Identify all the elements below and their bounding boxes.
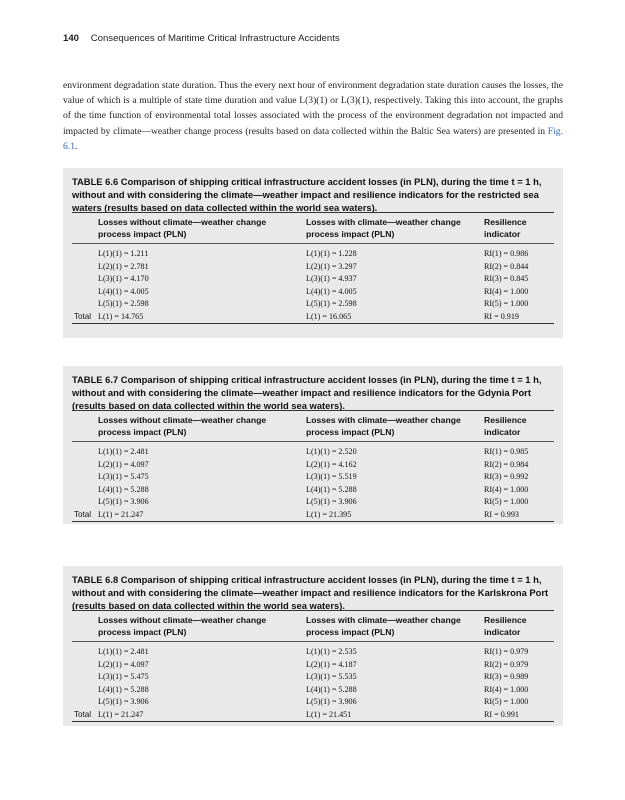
cell-resilience: RI(4) = 1.000 [484, 684, 529, 694]
table-row [72, 659, 554, 672]
header-text: Losses without climate—weather change [98, 415, 267, 425]
header-text: indicator [484, 229, 521, 239]
cell-with: L(5)(1) = 3.906 [306, 697, 357, 706]
cell-resilience: RI(2) = 0.984 [484, 459, 529, 469]
cell-without: L(1)(1) = 1.211 [98, 249, 149, 258]
table-row [72, 459, 554, 472]
table-row-total [72, 509, 554, 523]
cell-without: L(2)(1) = 4.097 [98, 459, 149, 469]
cell-resilience: RI(3) = 0.845 [484, 274, 529, 283]
table-caption [63, 366, 563, 413]
table-row [72, 446, 554, 459]
cell-without: L(1)(1) = 2.481 [98, 647, 149, 656]
header-losses-without [98, 216, 266, 240]
cell-without: L(4)(1) = 5.288 [98, 484, 149, 494]
cell-without: L(1) = 21.247 [98, 509, 144, 519]
row-label: Total [74, 709, 92, 719]
page-number: 140 [63, 33, 80, 44]
header-text: Losses without climate—weather change [98, 217, 267, 227]
cell-without: L(3)(1) = 4.170 [98, 274, 149, 283]
table-body [72, 642, 554, 722]
table-row [72, 684, 554, 697]
table-caption [63, 566, 563, 613]
header-resilience [484, 414, 527, 438]
header-text: indicator [484, 627, 521, 637]
header-losses-with [306, 414, 461, 438]
cell-resilience: RI(4) = 1.000 [484, 286, 529, 296]
table-header [72, 212, 554, 244]
cell-resilience: RI(3) = 0.989 [484, 672, 529, 681]
cell-with: L(2)(1) = 4.187 [306, 659, 357, 669]
cell-with: L(1)(1) = 1.228 [306, 249, 357, 258]
table-grid [72, 610, 554, 722]
cell-resilience: RI(1) = 0.985 [484, 447, 529, 456]
cell-resilience: RI = 0.919 [484, 311, 519, 321]
header-text: Losses with climate—weather change [306, 217, 461, 227]
header-losses-without [98, 614, 266, 638]
cell-resilience: RI(5) = 1.000 [484, 299, 529, 308]
table-grid [72, 212, 554, 324]
cell-with: L(4)(1) = 5.288 [306, 684, 357, 694]
cell-without: L(5)(1) = 3.906 [98, 497, 149, 506]
header-text: process impact (PLN) [306, 427, 395, 437]
table-header [72, 410, 554, 442]
table-label: TABLE 6.8 [72, 574, 119, 585]
table-caption-text: Comparison of shipping critical infrastructure accident losses (in PLN), during the time t = 1 h, without and with considering the climate—weather impact and resilience indicators for the Karlskrona Port (results based on data collected within the world sea waters). [72, 574, 549, 612]
header-resilience [484, 216, 527, 240]
cell-with: L(5)(1) = 3.906 [306, 497, 357, 506]
cell-resilience: RI(1) = 0.986 [484, 249, 529, 258]
header-text: Losses with climate—weather change [306, 415, 461, 425]
table-row [72, 696, 554, 709]
table-label: TABLE 6.6 [72, 176, 119, 187]
table-label: TABLE 6.7 [72, 374, 119, 385]
cell-resilience: RI = 0.991 [484, 709, 519, 719]
table-row [72, 496, 554, 509]
header-text: process impact (PLN) [306, 627, 395, 637]
header-losses-with [306, 216, 461, 240]
cell-resilience: RI(1) = 0.979 [484, 647, 529, 656]
table-row [72, 286, 554, 299]
header-text: indicator [484, 427, 521, 437]
cell-with: L(3)(1) = 4.937 [306, 274, 357, 283]
cell-with: L(2)(1) = 3.297 [306, 261, 357, 271]
cell-without: L(5)(1) = 2.598 [98, 299, 149, 308]
table-body [72, 244, 554, 324]
cell-without: L(4)(1) = 5.288 [98, 684, 149, 694]
running-head [63, 33, 340, 44]
cell-with: L(1) = 21.451 [306, 709, 352, 719]
cell-with: L(1)(1) = 2.535 [306, 647, 357, 656]
table-row [72, 248, 554, 261]
header-text: process impact (PLN) [98, 229, 187, 239]
row-label: Total [74, 311, 92, 321]
table-row [72, 484, 554, 497]
cell-resilience: RI(5) = 1.000 [484, 497, 529, 506]
body-text-end: . [75, 140, 78, 152]
cell-resilience: RI(5) = 1.000 [484, 697, 529, 706]
cell-without: L(1)(1) = 2.481 [98, 447, 149, 456]
header-text: process impact (PLN) [306, 229, 395, 239]
cell-with: L(3)(1) = 5.519 [306, 472, 357, 481]
cell-without: L(1) = 21.247 [98, 709, 144, 719]
body-text: environment degradation state duration. Thus the every next hour of environment degradation state duration causes the losses, the value of which is a multiple of state time duration and value L(3)(1) or L(3)(1), respectively. Taking this into account, the graphs of the time function of environmental total losses associated with the process of the environment degradation not impacted and impacted by climate—weather change process (results based on data collected within the Baltic Sea waters) are presented in [63, 80, 563, 137]
header-text: Resilience [484, 217, 527, 227]
table-caption-text: Comparison of shipping critical infrastructure accident losses (in PLN), during the time t = 1 h, without and with considering the climate—weather impact and resilience indicators for the Gdynia Port (results based on data collected within the world sea waters). [72, 374, 542, 412]
cell-with: L(2)(1) = 4.162 [306, 459, 357, 469]
running-head-title: Consequences of Maritime Critical Infrastructure Accidents [90, 33, 340, 44]
table-row-total [72, 709, 554, 723]
table-caption-text: Comparison of shipping critical infrastructure accident losses (in PLN), during the time t = 1 h, without and with considering the climate—weather impact and resilience indicators for the restricted sea waters (results based on data collected within the world sea waters). [72, 176, 542, 214]
table-row [72, 671, 554, 684]
cell-without: L(2)(1) = 2.781 [98, 261, 149, 271]
header-losses-without [98, 414, 266, 438]
cell-with: L(1) = 16.065 [306, 311, 352, 321]
table-6-6 [63, 168, 563, 338]
cell-without: L(5)(1) = 3.906 [98, 697, 149, 706]
cell-with: L(4)(1) = 4.005 [306, 286, 357, 296]
cell-without: L(3)(1) = 5.475 [98, 672, 149, 681]
cell-with: L(1) = 21.395 [306, 509, 352, 519]
cell-with: L(1)(1) = 2.520 [306, 447, 357, 456]
header-text: Resilience [484, 615, 527, 625]
body-paragraph [63, 78, 563, 154]
header-text: process impact (PLN) [98, 627, 187, 637]
header-text: process impact (PLN) [98, 427, 187, 437]
cell-with: L(5)(1) = 2.598 [306, 299, 357, 308]
cell-without: L(3)(1) = 5.475 [98, 472, 149, 481]
cell-with: L(4)(1) = 5.288 [306, 484, 357, 494]
row-label: Total [74, 509, 92, 519]
cell-resilience: RI(3) = 0.992 [484, 472, 529, 481]
header-text: Losses without climate—weather change [98, 615, 267, 625]
table-header [72, 610, 554, 642]
header-losses-with [306, 614, 461, 638]
table-row [72, 471, 554, 484]
cell-resilience: RI(4) = 1.000 [484, 484, 529, 494]
cell-resilience: RI = 0.993 [484, 509, 519, 519]
table-row [72, 298, 554, 311]
cell-with: L(3)(1) = 5.535 [306, 672, 357, 681]
cell-without: L(2)(1) = 4.097 [98, 659, 149, 669]
table-grid [72, 410, 554, 522]
cell-resilience: RI(2) = 0.979 [484, 659, 529, 669]
table-row [72, 261, 554, 274]
cell-without: L(1) = 14.765 [98, 311, 144, 321]
table-caption [63, 168, 563, 215]
cell-resilience: RI(2) = 0.844 [484, 261, 529, 271]
header-text: Losses with climate—weather change [306, 615, 461, 625]
table-body [72, 442, 554, 522]
table-6-7 [63, 366, 563, 524]
table-6-8 [63, 566, 563, 726]
cell-without: L(4)(1) = 4.005 [98, 286, 149, 296]
table-row-total [72, 311, 554, 325]
header-text: Resilience [484, 415, 527, 425]
figure-reference-link[interactable]: Fig. 6.1 [63, 125, 563, 152]
table-row [72, 273, 554, 286]
header-resilience [484, 614, 527, 638]
table-row [72, 646, 554, 659]
